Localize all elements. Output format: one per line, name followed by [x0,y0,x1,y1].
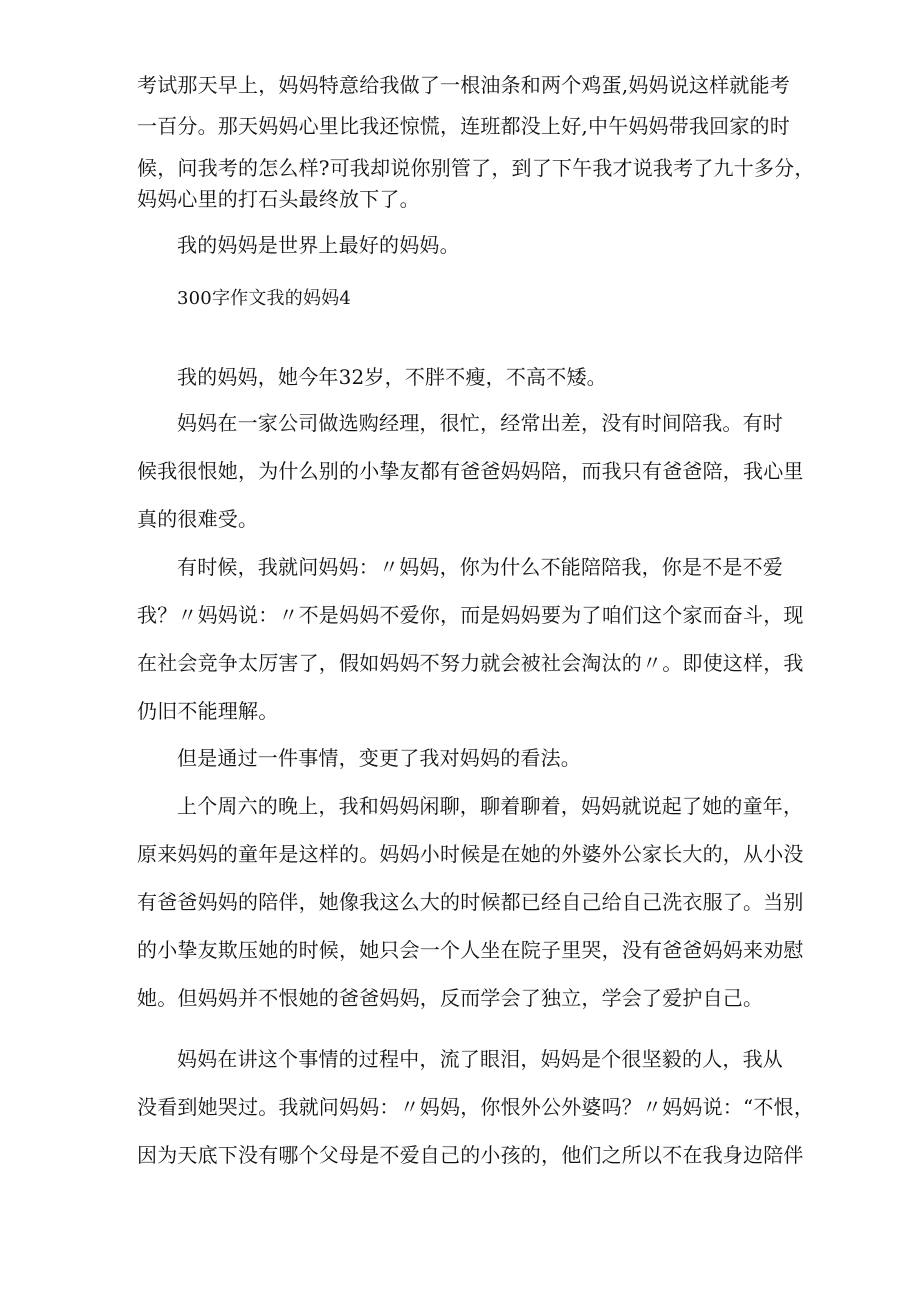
text-line: 妈妈心里的打石头最终放下了。 [137,187,420,211]
text-line: 有时候，我就问妈妈：〃妈妈，你为什么不能陪陪我，你是不是不爱 [177,555,783,579]
text-line: 一百分。那天妈妈心里比我还惊慌，连班都没上好,中午妈妈带我回家的时 [137,114,790,138]
section-heading: 300字作文我的妈妈4 [177,288,352,309]
text-line: 我的妈妈是世界上最好的妈妈。 [177,233,460,257]
text-line: 妈妈在一家公司做选购经理，很忙，经常出差，没有时间陪我。有时 [177,411,783,435]
text-line: 妈妈在讲这个事情的过程中，流了眼泪，妈妈是个很坚毅的人，我从 [177,1047,783,1071]
text-line: 没看到她哭过。我就问妈妈：〃妈妈，你恨外公外婆吗？〃妈妈说：“不恨， [137,1095,815,1119]
text-line: 考试那天早上，妈妈特意给我做了一根油条和两个鸡蛋,妈妈说这样就能考 [137,73,790,97]
text-line: 候我很恨她，为什么别的小挚友都有爸爸妈妈陪，而我只有爸爸陪，我心里 [137,459,804,483]
text-line: 我？〃妈妈说：〃不是妈妈不爱你，而是妈妈要为了咱们这个家而奋斗，现 [137,603,804,627]
text-line: 仍旧不能理解。 [137,699,279,723]
text-line: 因为天底下没有哪个父母是不爱自己的小孩的，他们之所以不在我身边陪伴 [137,1143,804,1167]
text-line: 但是通过一件事情，变更了我对妈妈的看法。 [177,746,581,770]
text-line: 上个周六的晚上，我和妈妈闲聊，聊着聊着，妈妈就说起了她的童年， [177,794,804,818]
text-line: 在社会竞争太厉害了，假如妈妈不努力就会被社会淘汰的〃。即使这样，我 [137,651,804,675]
text-line: 我的妈妈，她今年32岁，不胖不瘦，不高不矮。 [177,365,607,389]
text-line: 有爸爸妈妈的陪伴，她像我这么大的时候都已经自己给自己洗衣服了。当别 [137,890,804,914]
text-line: 的小挚友欺压她的时候，她只会一个人坐在院子里哭，没有爸爸妈妈来劝慰 [137,938,804,962]
text-line: 真的很难受。 [137,507,259,531]
text-line: 原来妈妈的童年是这样的。妈妈小时候是在她的外婆外公家长大的，从小没 [137,842,804,866]
text-line: 候，问我考的怎么样?可我却说你别管了，到了下午我才说我考了九十多分， [137,156,815,180]
text-line: 她。但妈妈并不恨她的爸爸妈妈，反而学会了独立，学会了爱护自己。 [137,986,764,1010]
